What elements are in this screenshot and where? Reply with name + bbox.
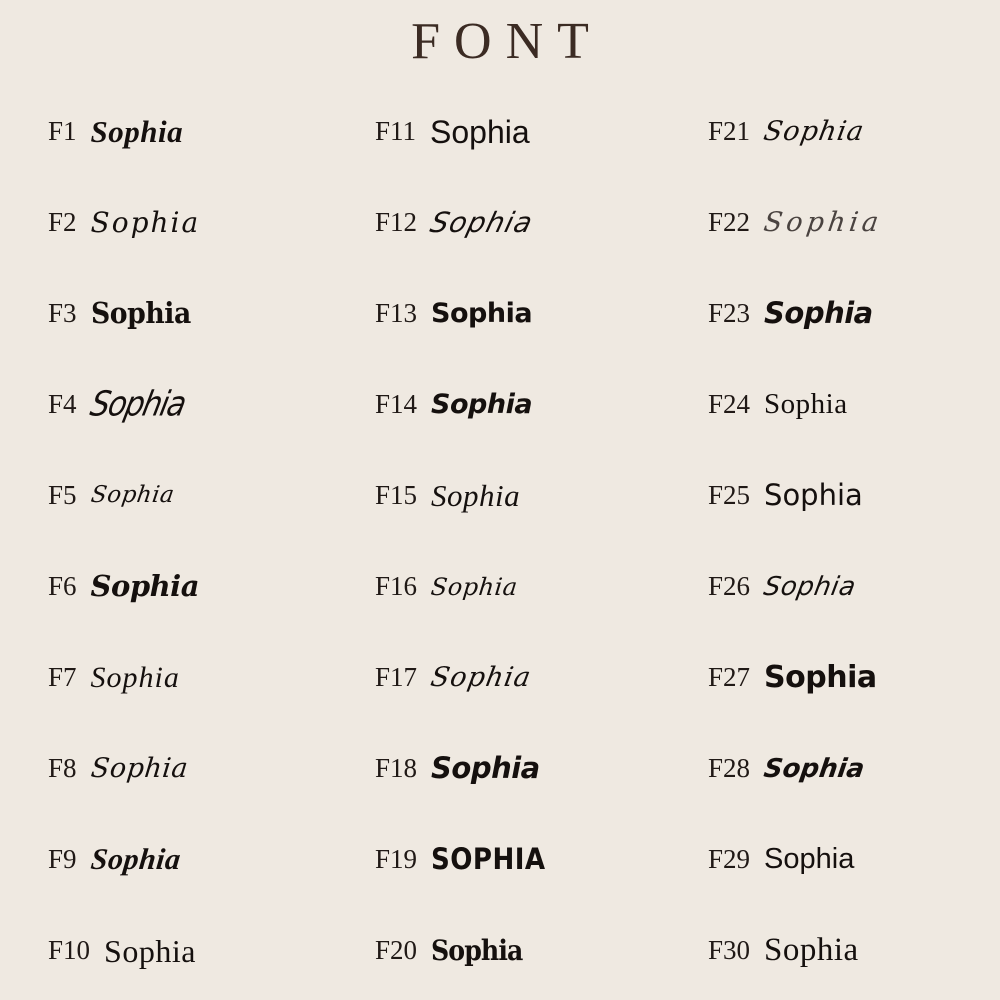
font-option-f20[interactable] [333,905,666,996]
page-title: FONT [411,13,603,70]
font-code: F5 [48,480,77,510]
font-option-f11[interactable] [333,86,666,177]
font-code: F1 [48,116,77,146]
font-sample: Sophia [428,662,534,693]
font-sample: Sophia [431,478,521,513]
font-sample: Sophia [88,482,176,508]
font-code: F24 [708,389,751,419]
font-code: F25 [708,480,751,510]
font-option-f1[interactable] [0,86,333,177]
font-sample: Sophia [764,296,873,330]
font-sample: Sophia [427,205,537,239]
font-option-f12[interactable] [333,177,666,268]
font-code: F2 [48,207,77,237]
font-sample: Sophia [764,388,848,420]
font-sample: Sophia [431,298,533,329]
font-sample: Sophia [104,932,196,969]
font-code: F11 [375,116,417,146]
font-sample: Sophia [761,116,867,147]
font-option-f26[interactable] [666,541,1000,632]
font-code: F26 [708,571,751,601]
font-code: F17 [375,662,418,692]
font-option-f21[interactable] [666,86,1000,177]
font-code: F8 [48,753,77,783]
font-code: F27 [708,662,751,692]
font-sample: SOPHIA [431,842,546,876]
font-code: F29 [708,844,751,874]
font-code: F22 [708,207,751,237]
font-option-f10[interactable] [0,905,333,996]
font-sample: Sophia [430,113,530,150]
font-option-f25[interactable] [666,450,1000,541]
font-option-f15[interactable] [333,450,666,541]
font-sample: Sophia [429,572,520,601]
font-option-f2[interactable] [0,177,333,268]
font-sample: Sophia [761,207,885,238]
font-sample: Sophia [431,389,533,420]
font-option-f17[interactable] [333,632,666,723]
font-code: F19 [375,844,418,874]
font-sample: Sophia [761,571,859,602]
font-option-f29[interactable] [666,814,1000,905]
font-grid [0,86,1000,996]
font-code: F23 [708,298,751,328]
font-option-f23[interactable] [666,268,1000,359]
font-sample: Sophia [764,659,877,695]
font-sample: Sophia [431,751,540,785]
font-option-f7[interactable] [0,632,333,723]
font-sample: Sophia [431,933,523,967]
font-option-f4[interactable] [0,359,333,450]
font-sample: Sophia [86,383,189,425]
font-sample: Sophia [90,569,199,603]
font-code: F20 [375,935,418,965]
font-sample: Sophia [88,842,183,876]
font-option-f27[interactable] [666,632,1000,723]
font-option-f18[interactable] [333,723,666,814]
font-option-f14[interactable] [333,359,666,450]
font-option-f13[interactable] [333,268,666,359]
font-code: F30 [708,935,751,965]
font-sample: Sophia [90,114,184,149]
font-code: F28 [708,753,751,783]
font-sample: Sophia [764,478,863,512]
font-code: F10 [48,935,91,965]
font-code: F21 [708,116,751,146]
font-option-f3[interactable] [0,268,333,359]
font-code: F14 [375,389,418,419]
font-option-f6[interactable] [0,541,333,632]
font-code: F9 [48,844,77,874]
font-sample: Sophia [764,932,859,968]
font-sample: Sophia [90,296,191,330]
font-sample: Sophia [90,205,201,239]
font-sample: Sophia [90,660,180,694]
font-option-f16[interactable] [333,541,666,632]
font-code: F13 [375,298,418,328]
font-code: F7 [48,662,77,692]
font-option-f24[interactable] [666,359,1000,450]
font-code: F3 [48,298,77,328]
font-code: F18 [375,753,418,783]
font-code: F6 [48,571,77,601]
font-sample: Sophia [88,753,190,784]
font-option-f8[interactable] [0,723,333,814]
font-code: F4 [48,389,77,419]
font-option-f22[interactable] [666,177,1000,268]
font-option-f9[interactable] [0,814,333,905]
font-sample: Sophia [764,843,855,875]
font-code: F16 [375,571,418,601]
font-option-f30[interactable] [666,905,1000,996]
font-code: F15 [375,480,418,510]
font-option-f28[interactable] [666,723,1000,814]
font-option-f19[interactable] [333,814,666,905]
font-code: F12 [375,207,418,237]
font-option-f5[interactable] [0,450,333,541]
font-sample: Sophia [761,753,867,784]
